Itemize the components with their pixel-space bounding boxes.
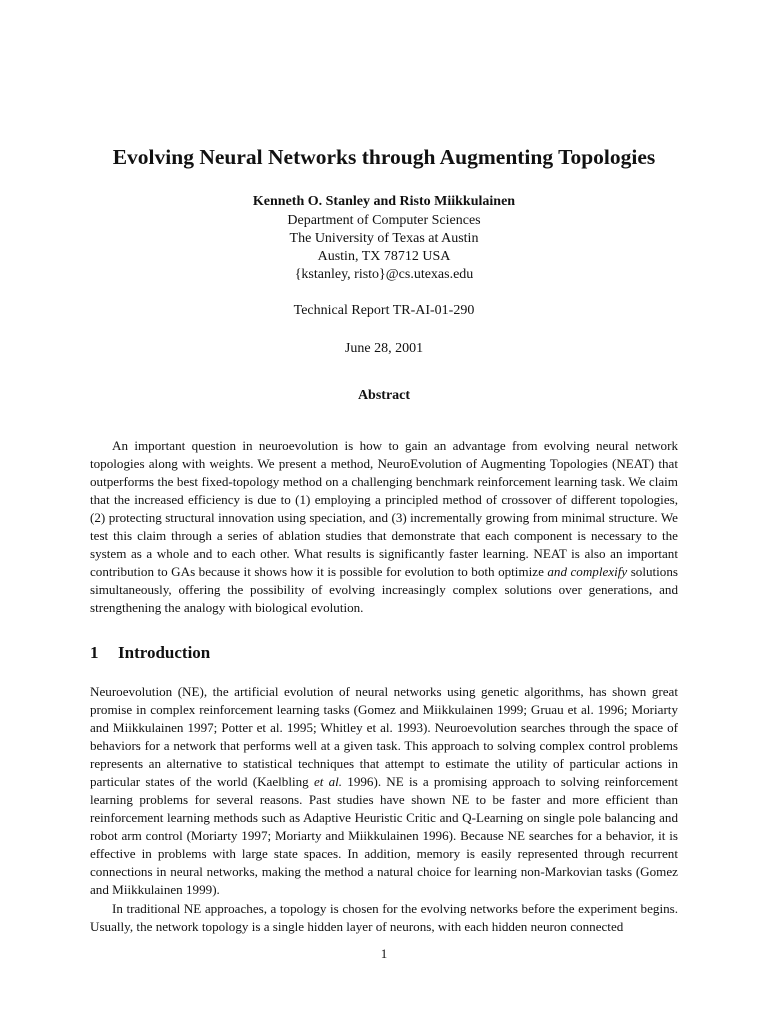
email-addresses: {kstanley, risto}@cs.utexas.edu <box>294 267 474 282</box>
abstract-heading: Abstract <box>357 388 411 403</box>
paper-title: Evolving Neural Networks through Augmenting Topologies <box>112 145 656 169</box>
section-heading <box>90 642 678 664</box>
section-number: 1 <box>90 643 99 662</box>
abstract-text <box>90 437 678 617</box>
abstract-text-part-1: An important question in neuroevolution is how to gain an advantage from evolving neural network topologies along with weights. We present a method, NeuroEvolution of Augmenting Topologies (NEAT) that outperforms the best fixed-topology method on a challenging benchmark reinforcement learning task. We claim that the increased efficiency is due to (1) employing a principled method of crossover of different topologies, (2) protecting structural innovation using speciation, and (3) incrementally growing from minimal structure. We test this claim through a series of ablation studies that demonstrate that each component is necessary to the system as a whole and to each other. What results is significantly faster learning. NEAT is also an important contribution to GAs because it shows how it is possible for evolution to both optimize <box>90 438 678 579</box>
department: Department of Computer Sciences <box>287 213 481 228</box>
author-names: Kenneth O. Stanley and Risto Miikkulainen <box>252 194 516 209</box>
affiliation-block <box>0 212 768 284</box>
page-number: 1 <box>380 946 388 961</box>
abstract-text-part-2: solutions simultaneously, offering the possibility of evolving increasingly complex solutions over generations, and strengthening the analogy with biological evolution. <box>90 564 678 615</box>
intro-paragraph-2: In traditional NE approaches, a topology is chosen for the evolving networks before the experiment begins. Usually, the network topology is a single hidden layer of neurons, with each hidden neuron connected <box>90 901 678 934</box>
report-number: Technical Report TR-AI-01-290 <box>293 303 475 318</box>
university: The University of Texas at Austin <box>289 231 479 246</box>
intro-paragraph-1-part-2: 1996). NE is a promising approach to solving reinforcement learning problems for several reasons. Past studies have shown NE to be faster and more efficient than reinforcement learning methods such as Adaptive Heuristic Critic and Q-Learning on single pole balancing and robot arm control (Moriarty 1997; Moriarty and Miikkulainen 1996). Because NE searches for a behavior, it is effective in problems with large state spaces. In addition, memory is easily represented through recurrent connections in neural networks, making the method a natural choice for learning non-Markovian tasks (Gomez and Miikkulainen 1999). <box>90 774 678 897</box>
abstract-italic-phrase: and complexify <box>547 564 628 579</box>
section-title: Introduction <box>118 643 211 662</box>
address: Austin, TX 78712 USA <box>317 249 451 264</box>
intro-paragraph-1 <box>90 683 678 899</box>
intro-paragraph-1-italic: et al. <box>313 774 343 789</box>
publication-date: June 28, 2001 <box>344 341 424 356</box>
intro-paragraph-1-part-1: Neuroevolution (NE), the artificial evolution of neural networks using genetic algorithms, has shown great promise in complex reinforcement learning tasks (Gomez and Miikkulainen 1999; Gruau et al. 1996; Moriarty and Miikkulainen 1997; Potter et al. 1995; Whitley et al. 1993). Neuroevolution searches through the space of behaviors for a network that performs well at a given task. This approach to solving complex control problems represents an alternative to statistical techniques that attempt to estimate the utility of particular actions in particular states of the world (Kaelbling <box>90 684 678 789</box>
